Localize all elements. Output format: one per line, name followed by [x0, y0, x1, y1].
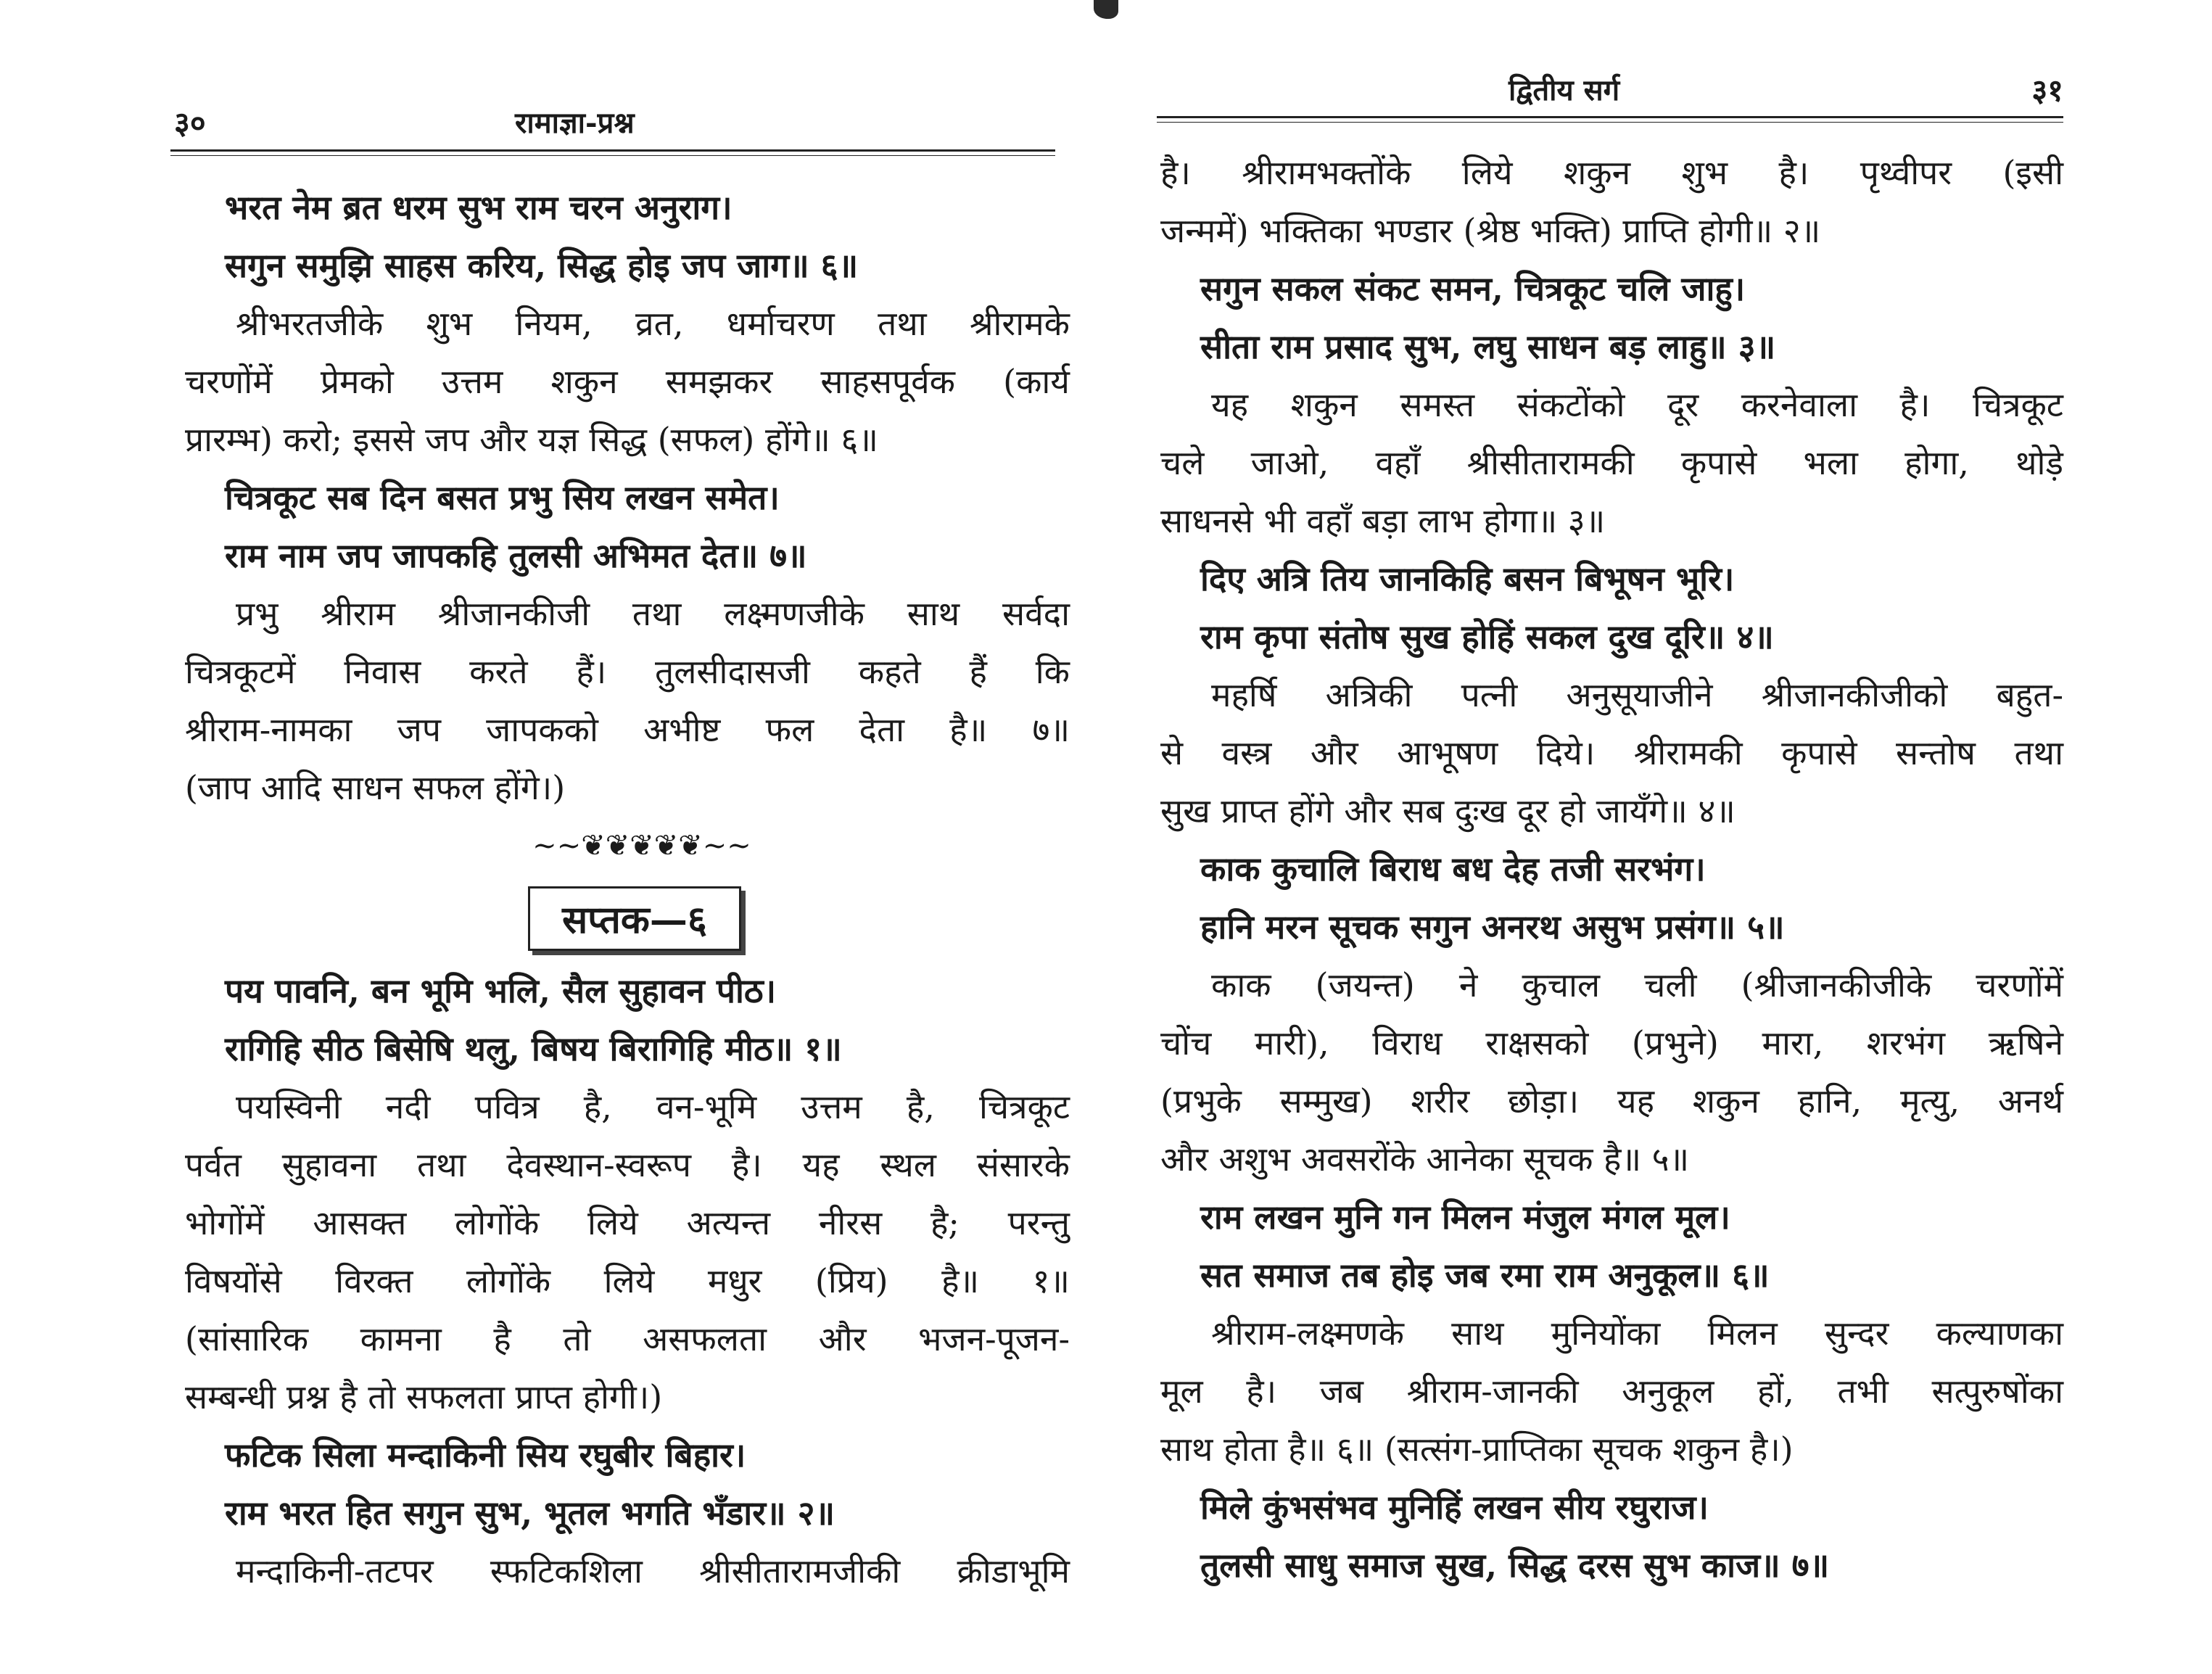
left-text-block-bottom: [185, 962, 1070, 1600]
left-page-body: [185, 178, 1070, 1600]
prose-line: सुख प्राप्त होंगे और सब दुःख दूर हो जायँगे॥ ४॥: [1160, 791, 1736, 830]
left-text-block-top: [185, 178, 1070, 817]
prose-line: चरणोंमें प्रेमको उत्तम शकुन समझकर साहसपूर्वक (कार्य: [185, 362, 1070, 401]
section-heading: सप्तक—६: [528, 886, 741, 951]
verse-line: दिए अत्रि तिय जानकिहि बसन बिभूषन भूरि।: [1200, 559, 1735, 598]
page-number: ३१: [2031, 73, 2063, 108]
left-page-header: [174, 102, 1055, 152]
verse-line: चित्रकूट सब दिन बसत प्रभु सिय लखन समेत।: [225, 478, 780, 517]
running-title: द्वितीय सर्ग: [1509, 73, 1620, 107]
verse-line: राम भरत हित सगुन सुभ, भूतल भगति भँडार॥ २॥: [225, 1493, 835, 1533]
prose-line: प्रारम्भ) करो; इससे जप और यज्ञ सिद्ध (सफल) होंगे॥ ६॥: [185, 420, 878, 459]
prose-line: मूल है। जब श्रीराम-जानकी अनुकूल हों, तभी सत्पुरुषोंका: [1160, 1372, 2063, 1411]
header-rule: [1157, 116, 2063, 118]
verse-line: सगुन समुझि साहस करिय, सिद्ध होइ जप जाग॥ ६॥: [225, 246, 859, 285]
verse-line: रागिहि सीठ बिसेषि थलु, बिषय बिरागिहि मीठ॥ १॥: [225, 1029, 842, 1068]
prose-line: (जाप आदि साधन सफल होंगे।): [185, 768, 566, 807]
prose-line: यह शकुन समस्त संकटोंको दूर करनेवाला है। चित्रकूट: [1211, 385, 2063, 424]
header-rule: [170, 149, 1055, 152]
verse-line: सगुन सकल संकट समन, चित्रकूट चलि जाहु।: [1200, 269, 1746, 308]
verse-line: हानि मरन सूचक सगुन अनरथ असुभ प्रसंग॥ ५॥: [1200, 907, 1785, 947]
page-number: ३०: [174, 105, 206, 141]
prose-line: काक (जयन्त) ने कुचाल चली (श्रीजानकीजीके चरणोंमें: [1211, 965, 2063, 1005]
ornament-flourish: ~~❦❦❦❦❦~~: [532, 829, 751, 862]
ornament-divider: [185, 817, 1070, 875]
right-text-block: [1160, 144, 2063, 1594]
prose-line: जन्ममें) भक्तिका भण्डार (श्रेष्ठ भक्ति) प्राप्ति होगी॥ २॥: [1160, 211, 1821, 250]
prose-line: श्रीराम-लक्ष्मणके साथ मुनियोंका मिलन सुन्दर कल्याणका: [1211, 1314, 2063, 1353]
prose-line: (प्रभुके सम्मुख) शरीर छोड़ा। यह शकुन हानि, मृत्यु, अनर्थ: [1160, 1081, 2063, 1121]
prose-line: विषयोंसे विरक्त लोगोंके लिये मधुर (प्रिय) है॥ १॥: [185, 1261, 1070, 1300]
prose-line: साधनसे भी वहाँ बड़ा लाभ होगा॥ ३॥: [1160, 501, 1606, 540]
prose-line: श्रीराम-नामका जप जापकको अभीष्ट फल देता है॥ ७॥: [185, 710, 1070, 749]
verse-line: काक कुचालि बिराध बध देह तजी सरभंग।: [1200, 849, 1706, 888]
prose-line: मन्दाकिनी-तटपर स्फटिकशिला श्रीसीतारामजीकी क्रीडाभूमि: [236, 1551, 1070, 1591]
prose-line: है। श्रीरामभक्तोंके लिये शकुन शुभ है। पृथ्वीपर (इसी: [1160, 153, 2063, 192]
prose-line: प्रभु श्रीराम श्रीजानकीजी तथा लक्ष्मणजीके साथ सर्वदा: [236, 594, 1070, 633]
right-page: [1106, 0, 2212, 1674]
prose-line: पर्वत सुहावना तथा देवस्थान-स्वरूप है। यह स्थल संसारके: [185, 1145, 1070, 1184]
prose-line: चोंच मारी), विराध राक्षसको (प्रभुने) मारा, शरभंग ऋषिने: [1160, 1023, 2063, 1063]
section-heading-row: [185, 875, 1070, 962]
right-page-header: [1160, 69, 2063, 120]
header-rule-thin: [1157, 122, 2063, 123]
verse-line: पय पावनि, बन भूमि भलि, सैल सुहावन पीठ।: [225, 971, 777, 1010]
prose-line: सम्बन्धी प्रश्न है तो सफलता प्राप्त होगी।): [185, 1377, 663, 1417]
prose-line: चले जाओ, वहाँ श्रीसीतारामकी कृपासे भला होगा, थोड़े: [1160, 443, 2063, 482]
verse-line: राम नाम जप जापकहि तुलसी अभिमत देत॥ ७॥: [225, 536, 807, 575]
verse-line: राम कृपा संतोष सुख होहिं सकल दुख दूरि॥ ४॥: [1200, 617, 1774, 656]
verse-line: फटिक सिला मन्दाकिनी सिय रघुबीर बिहार।: [225, 1435, 746, 1475]
prose-line: साथ होता है॥ ६॥ (सत्संग-प्राप्तिका सूचक शकुन है।): [1160, 1430, 1794, 1469]
prose-line: चित्रकूटमें निवास करते हैं। तुलसीदासजी कहते हैं कि: [185, 652, 1070, 691]
prose-line: श्रीभरतजीके शुभ नियम, व्रत, धर्माचरण तथा श्रीरामके: [236, 304, 1070, 343]
verse-line: मिले कुंभसंभव मुनिहिं लखन सीय रघुराज।: [1200, 1488, 1709, 1527]
prose-line: पयस्विनी नदी पवित्र है, वन-भूमि उत्तम है, चित्रकूट: [236, 1087, 1070, 1126]
prose-line: और अशुभ अवसरोंके आनेका सूचक है॥ ५॥: [1160, 1139, 1690, 1179]
prose-line: (सांसारिक कामना है तो असफलता और भजन-पूजन-: [185, 1319, 1070, 1358]
verse-line: सत समाज तब होइ जब रमा राम अनुकूल॥ ६॥: [1200, 1256, 1770, 1295]
right-page-body: [1160, 144, 2063, 1594]
verse-line: तुलसी साधु समाज सुख, सिद्ध दरस सुभ काज॥ ७॥: [1200, 1546, 1830, 1585]
prose-line: महर्षि अत्रिकी पत्नी अनुसूयाजीने श्रीजानकीजीको बहुत-: [1211, 675, 2063, 714]
prose-line: भोगोंमें आसक्त लोगोंके लिये अत्यन्त नीरस है; परन्तु: [185, 1203, 1070, 1242]
verse-line: सीता राम प्रसाद सुभ, लघु साधन बड़ लाहु॥ ३॥: [1200, 327, 1776, 366]
prose-line: से वस्त्र और आभूषण दिये। श्रीरामकी कृपासे सन्तोष तथा: [1160, 733, 2063, 772]
verse-line: भरत नेम ब्रत धरम सुभ राम चरन अनुराग।: [225, 188, 732, 227]
header-rule-thin: [170, 155, 1055, 156]
running-title: रामाज्ञा-प्रश्न: [515, 106, 635, 140]
verse-line: राम लखन मुनि गन मिलन मंजुल मंगल मूल।: [1200, 1197, 1730, 1237]
